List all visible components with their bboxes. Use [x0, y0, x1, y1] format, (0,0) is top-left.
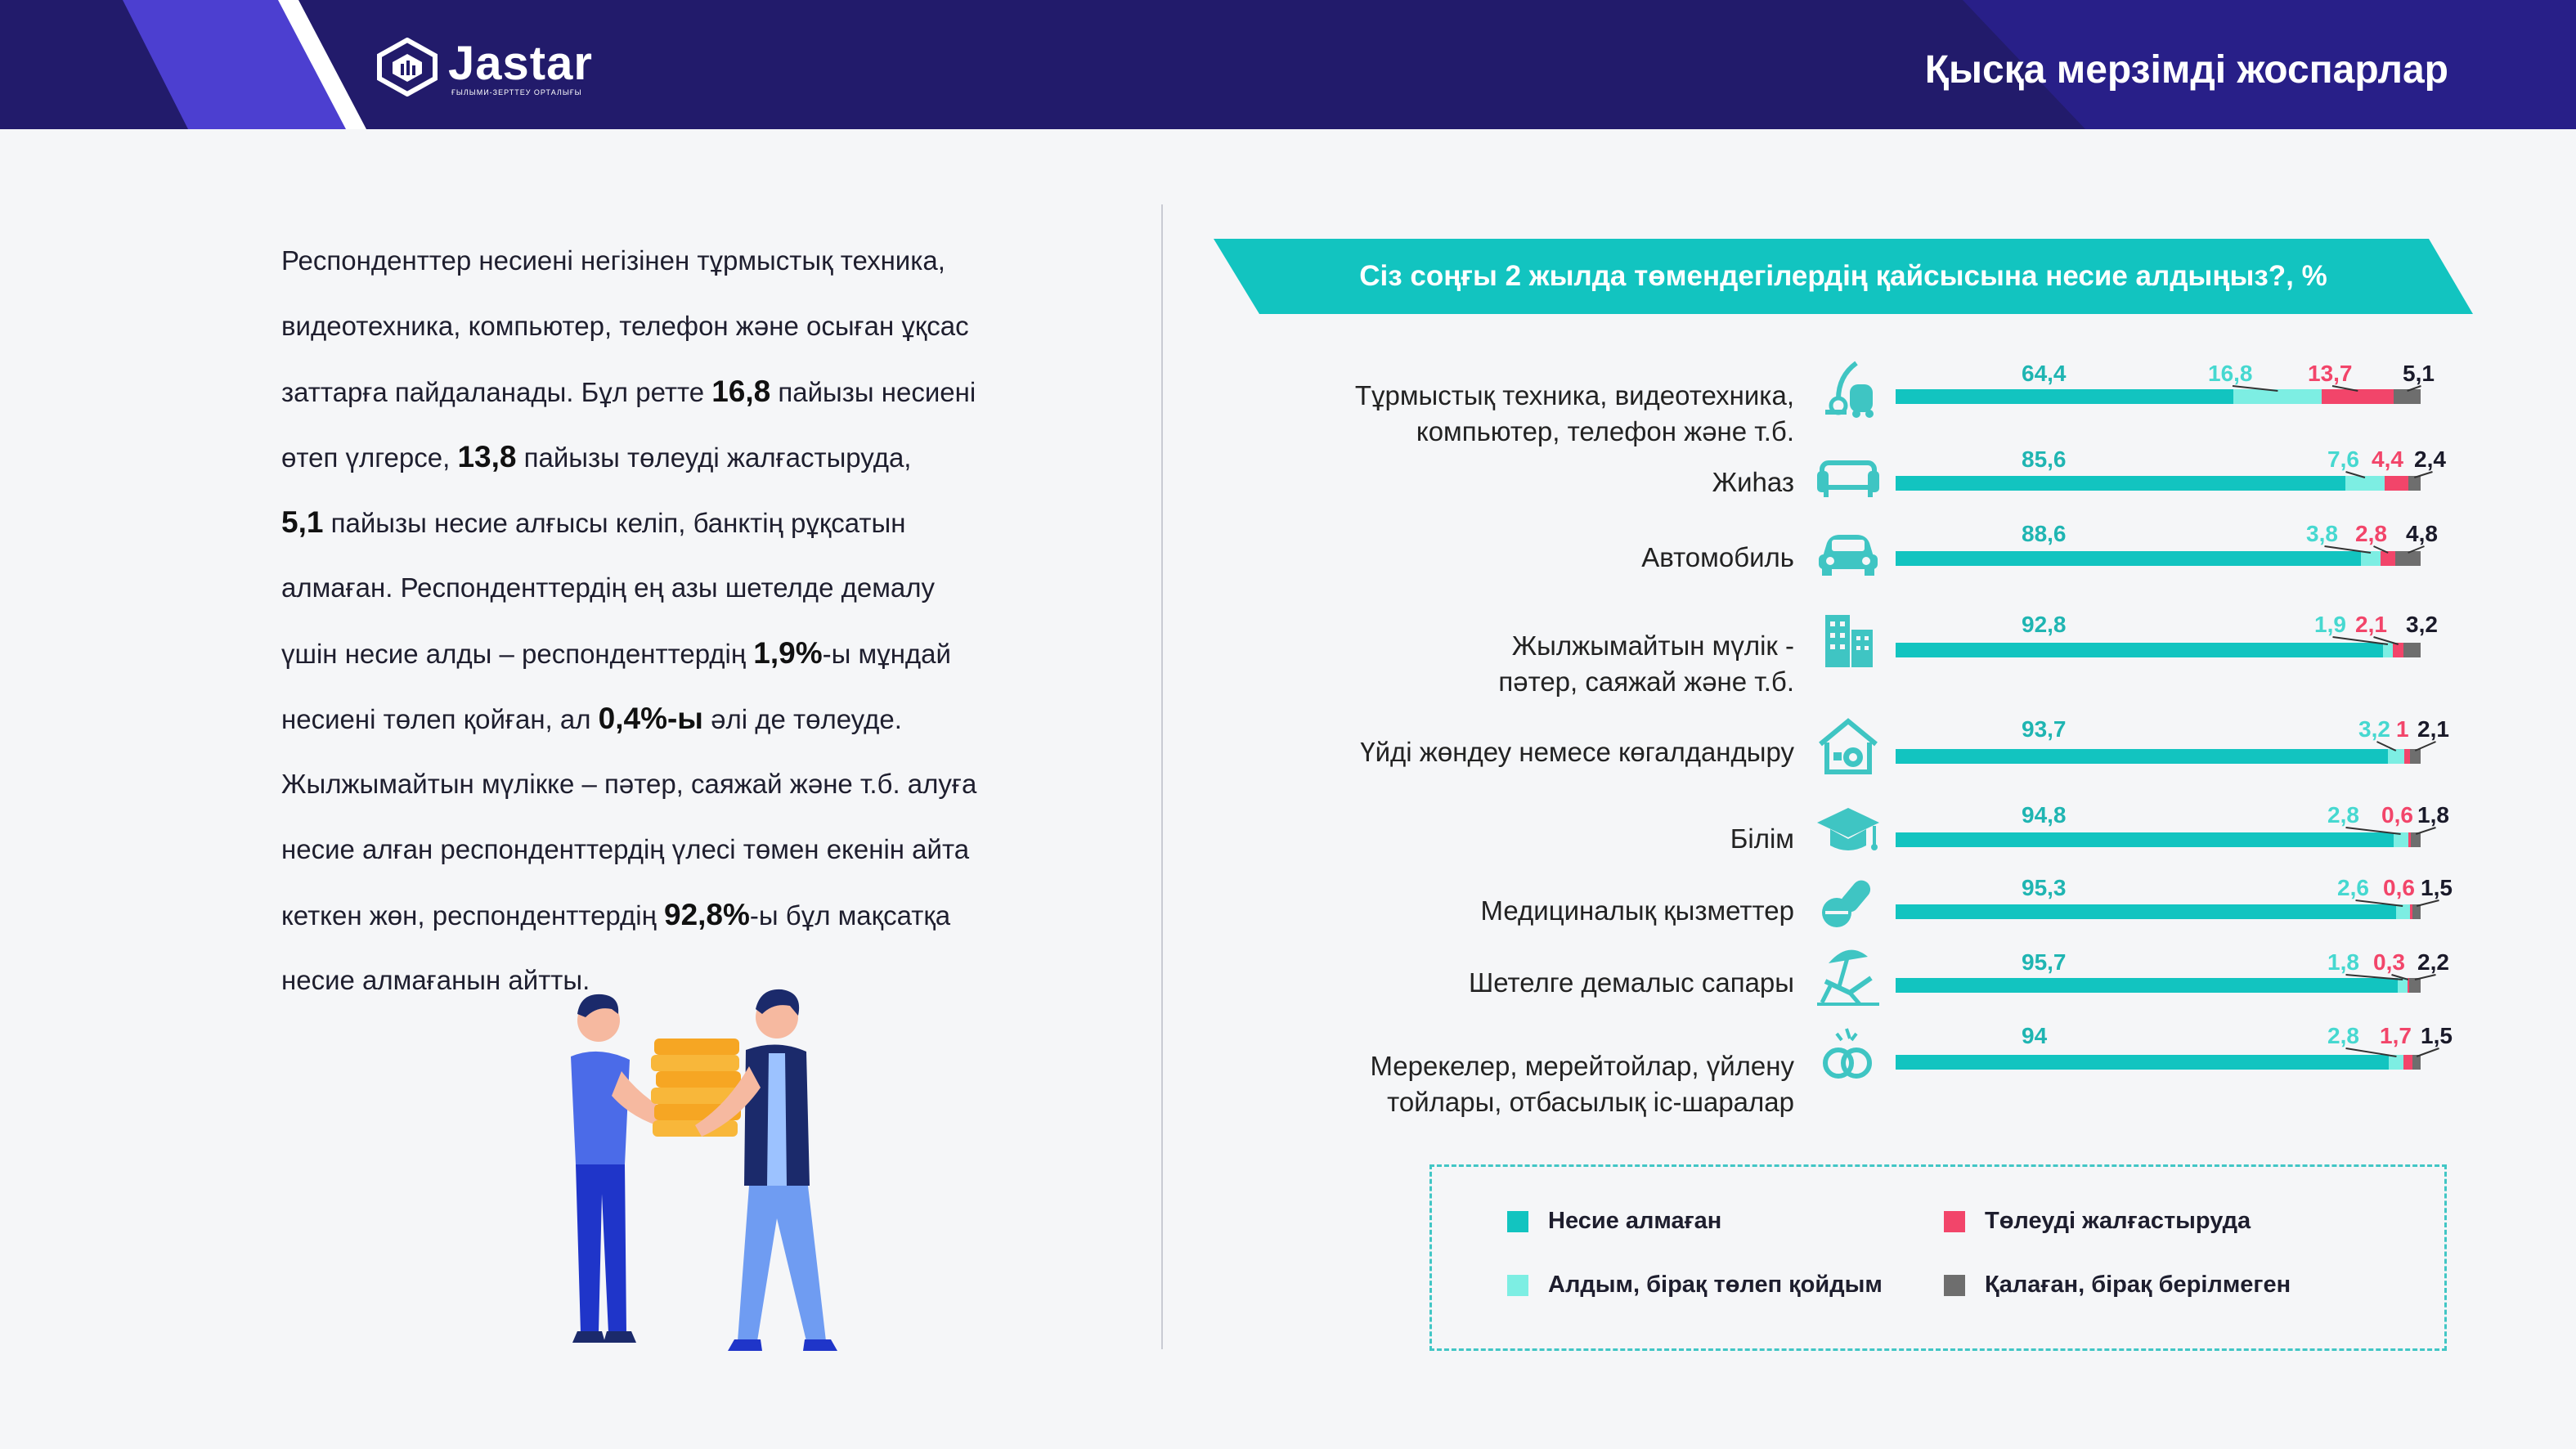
data-label: 0,3: [2373, 949, 2405, 975]
bar-segment: [2388, 749, 2405, 764]
highlight-value: 92,8%: [664, 898, 750, 931]
data-label: 2,1: [2355, 612, 2387, 637]
bar-segment: [2361, 551, 2381, 566]
text-line: [281, 626, 1099, 692]
data-label: 2,6: [2337, 875, 2369, 900]
text-line: [281, 430, 1099, 496]
data-label: 92,8: [2022, 612, 2067, 637]
text-line: [281, 692, 1099, 757]
bar-segment: [1896, 832, 2394, 847]
logo-text: Jastar: [448, 37, 593, 90]
bar-segment: [2412, 1055, 2421, 1070]
data-label: 7,6: [2327, 446, 2359, 472]
legend-swatch: [1944, 1275, 1965, 1296]
data-label: 1,8: [2327, 949, 2359, 975]
data-label: 3,2: [2358, 716, 2390, 742]
people-exchanging-coins-illustration: [523, 981, 883, 1366]
legend-swatch: [1507, 1211, 1528, 1232]
graduation-cap-icon: [1814, 795, 1883, 864]
vacuum-icon: [1814, 352, 1883, 420]
text-line: [281, 299, 1099, 365]
chart-title: Сіз соңғы 2 жылда төмендегілердің қайсысына несие алдыңыз?, %: [1359, 260, 2327, 292]
data-label: 1: [2396, 716, 2409, 742]
text-span: пайызы несиені: [770, 377, 976, 407]
bar-segment: [1896, 551, 2361, 566]
bar-segment: [1896, 476, 2345, 491]
data-label: 3,2: [2406, 612, 2438, 637]
highlight-value: 5,1: [281, 505, 324, 539]
bar-segment: [2409, 978, 2421, 993]
text-span: заттарға пайдаланады. Бұл ретте: [281, 377, 712, 407]
bar-segment: [2394, 832, 2408, 847]
text-line: [281, 823, 1099, 888]
beach-chair-icon: [1814, 940, 1883, 1009]
bar-segment: [2381, 551, 2395, 566]
bar-segment: [2398, 978, 2408, 993]
data-label: 0,6: [2381, 802, 2413, 828]
data-label: 88,6: [2022, 521, 2067, 546]
text-span: алмаған. Респонденттердің ең азы шетелде демалу: [281, 572, 935, 603]
bar-segment: [2345, 476, 2385, 491]
data-label: 95,3: [2022, 875, 2067, 900]
bar-segment: [2393, 643, 2403, 657]
text-line: [281, 234, 1099, 299]
legend-label: Қалаған, бірақ берілмеген: [1985, 1272, 2291, 1298]
bar-segment: [1896, 749, 2388, 764]
category-label: Жиһаз: [1712, 467, 1794, 497]
text-line: [281, 888, 1099, 953]
category-label: Медициналық қызметтер: [1480, 895, 1794, 926]
text-span: кеткен жөн, респонденттердің: [281, 900, 664, 931]
data-label: 2,2: [2417, 949, 2449, 975]
text-line: [281, 365, 1099, 430]
data-label: 64,4: [2022, 361, 2067, 386]
bar-segment: [2385, 476, 2408, 491]
data-label: 3,8: [2306, 521, 2338, 546]
chart-legend: [1429, 1164, 2447, 1351]
highlight-value: 13,8: [457, 440, 517, 473]
data-label: 1,8: [2417, 802, 2449, 828]
data-label: 1,9: [2314, 612, 2346, 637]
vertical-divider: [1161, 204, 1163, 1349]
bar-segment: [2394, 389, 2421, 404]
text-span: -ы мұндай: [822, 639, 951, 669]
data-label: 94: [2022, 1023, 2048, 1048]
text-span: -ы бұл мақсатқа: [749, 900, 951, 931]
legend-swatch: [1507, 1275, 1528, 1296]
bar-segment: [2395, 551, 2421, 566]
bar-segment: [1896, 389, 2233, 404]
category-label: Мерекелер, мерейтойлар, үйлену тойлары, отбасылық іс-шаралар: [1370, 1051, 1794, 1117]
text-line: [281, 757, 1099, 823]
text-span: пайызы несие алғысы келіп, банктің рұқсатын: [323, 508, 906, 538]
jastar-logo[interactable]: [376, 34, 622, 100]
bar-segment: [1896, 978, 2398, 993]
text-span: несие алған респонденттердің үлесі төмен екенін айта: [281, 834, 970, 864]
bar-segment: [2403, 643, 2421, 657]
data-label: 1,5: [2421, 875, 2453, 900]
bar-segment: [1896, 1055, 2389, 1070]
data-label: 2,1: [2417, 716, 2449, 742]
text-line: [281, 561, 1099, 626]
data-label: 1,5: [2421, 1023, 2453, 1048]
legend-label: Төлеуді жалғастыруда: [1985, 1208, 2251, 1234]
category-label: Үйді жөндеу немесе көгалдандыру: [1360, 737, 1794, 767]
text-span: видеотехника, компьютер, телефон және осыған ұқсас: [281, 311, 969, 341]
data-label: 94,8: [2022, 802, 2067, 828]
highlight-value: 1,9%: [753, 636, 823, 670]
legend-swatch: [1944, 1211, 1965, 1232]
category-label: Білім: [1730, 823, 1794, 854]
highlight-value: 0,4%-ы: [598, 702, 703, 735]
text-span: өтеп үлгерсе,: [281, 442, 458, 473]
bar-segment: [1896, 904, 2396, 919]
text-line: [281, 496, 1099, 561]
bar-segment: [2403, 1055, 2412, 1070]
data-label: 85,6: [2022, 446, 2067, 472]
data-label: 13,7: [2308, 361, 2353, 386]
bar-segment: [1896, 643, 2383, 657]
bar-segment: [2389, 1055, 2403, 1070]
category-label: Шетелге демалыс сапары: [1468, 967, 1794, 998]
data-label: 4,4: [2372, 446, 2403, 472]
logo-hexagon-icon: [376, 38, 438, 96]
house-gear-icon: [1814, 711, 1883, 780]
bar-segment: [2396, 904, 2410, 919]
car-icon: [1814, 514, 1883, 582]
logo-subtitle: ҒЫЛЫМИ-ЗЕРТТЕУ ОРТАЛЫҒЫ: [451, 88, 582, 96]
data-label: 2,8: [2327, 1023, 2359, 1048]
text-span: несиені төлеп қойған, ал: [281, 704, 599, 734]
data-label: 2,8: [2327, 802, 2359, 828]
rings-icon: [1814, 1017, 1883, 1086]
bar-segment: [2408, 476, 2421, 491]
sofa-icon: [1814, 438, 1883, 507]
data-label: 4,8: [2406, 521, 2438, 546]
bar-segment: [2383, 643, 2393, 657]
data-label: 2,4: [2414, 446, 2446, 472]
data-label: 95,7: [2022, 949, 2067, 975]
category-label: Жылжымайтын мүлік - пәтер, саяжай және т.б.: [1498, 630, 1794, 697]
pills-icon: [1814, 867, 1883, 935]
text-span: несие алмағанын айтты.: [281, 965, 590, 995]
page-title: Қысқа мерзімді жоспарлар: [1924, 48, 2448, 92]
data-label: 5,1: [2403, 361, 2435, 386]
text-span: пайызы төлеуді жалғастыруда,: [516, 442, 912, 473]
text-span: үшін несие алды – респонденттердің: [281, 639, 754, 669]
bar-segment: [2322, 389, 2394, 404]
text-span: Жылжымайтын мүлікке – пәтер, саяжай және т.б. алуға: [281, 769, 977, 799]
text-span: әлі де төлеуде.: [702, 704, 902, 734]
category-label: Тұрмыстық техника, видеотехника, компьютер, телефон және т.б.: [1354, 380, 1794, 446]
text-span: Респонденттер несиені негізінен тұрмыстық техника,: [281, 245, 945, 276]
data-label: 2,8: [2355, 521, 2387, 546]
bar-segment: [2412, 904, 2421, 919]
bar-segment: [2233, 389, 2322, 404]
data-label: 93,7: [2022, 716, 2067, 742]
bar-segment: [2411, 832, 2421, 847]
legend-label: Алдым, бірақ төлеп қойдым: [1548, 1272, 1883, 1298]
legend-label: Несие алмаған: [1548, 1208, 1722, 1234]
bar-segment: [2410, 749, 2421, 764]
summary-paragraph: [281, 234, 1099, 1019]
category-label: Автомобиль: [1641, 542, 1794, 572]
coin-stack: [651, 1039, 741, 1137]
data-label: 16,8: [2208, 361, 2253, 386]
building-icon: [1814, 605, 1883, 674]
data-label: 1,7: [2380, 1023, 2412, 1048]
highlight-value: 16,8: [711, 375, 771, 408]
data-label: 0,6: [2383, 875, 2415, 900]
header-bar: [0, 0, 2576, 129]
